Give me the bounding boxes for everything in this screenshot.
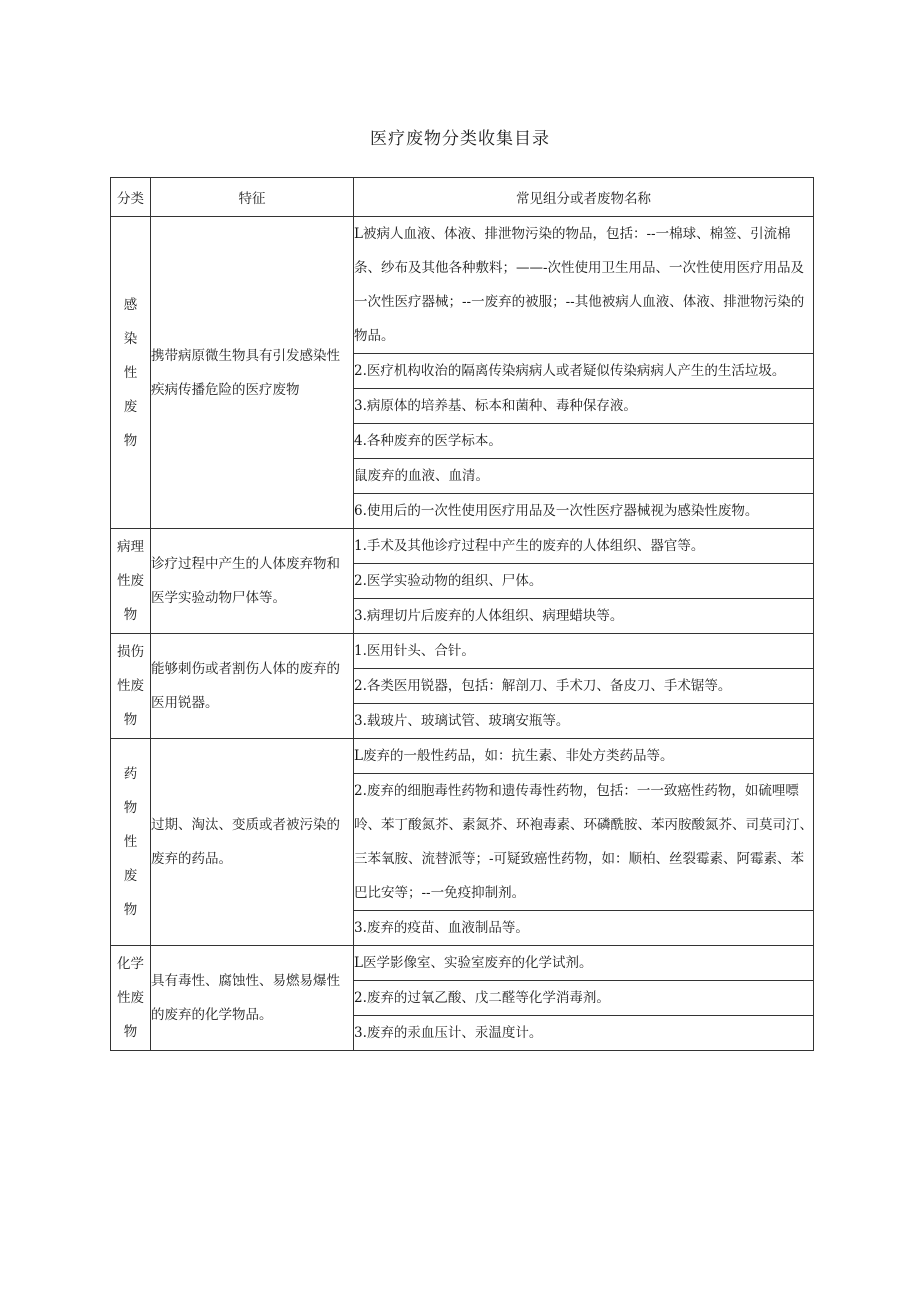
item-chemical-3: 3.废弃的汞血压计、汞温度计。 xyxy=(354,1016,814,1051)
item-pharmaceutical-2: 2.废弃的细胞毒性药物和遗传毒性药物，包括：一一致癌性药物，如硫哩嘌呤、苯丁酸氮芥、素氮芥、环袍毒素、环磷酰胺、苯丙胺酸氮芥、司莫司汀、三苯氧胺、流替派等；-可疑致癌性药物，如：顺柏、丝裂霉素、阿霉素、苯巴比安等；--一免疫抑制剂。 xyxy=(354,774,814,911)
item-sharps-3: 3.载玻片、玻璃试管、玻璃安瓶等。 xyxy=(354,704,814,739)
table-row xyxy=(111,634,814,669)
header-feature: 特征 xyxy=(151,178,354,217)
feature-chemical: 具有毒性、腐蚀性、易燃易爆性的废弃的化学物品。 xyxy=(151,946,354,1051)
item-pharmaceutical-3: 3.废弃的疫苗、血液制品等。 xyxy=(354,911,814,946)
item-infectious-4: 4.各种废弃的医学标本。 xyxy=(354,424,814,459)
table-row xyxy=(111,217,814,354)
item-pathological-3: 3.病理切片后废弃的人体组织、病理蜡块等。 xyxy=(354,599,814,634)
item-pathological-2: 2.医学实验动物的组织、尸体。 xyxy=(354,564,814,599)
header-components: 常见组分或者废物名称 xyxy=(354,178,814,217)
feature-pathological: 诊疗过程中产生的人体废弃物和医学实验动物尸体等。 xyxy=(151,529,354,634)
item-infectious-6: 6.使用后的一次性使用医疗用品及一次性医疗器械视为感染性废物。 xyxy=(354,494,814,529)
item-infectious-3: 3.病原体的培养基、标本和菌种、毒种保存液。 xyxy=(354,389,814,424)
item-sharps-2: 2.各类医用锐器，包括：解剖刀、手术刀、备皮刀、手术锯等。 xyxy=(354,669,814,704)
table-row xyxy=(111,739,814,774)
header-row xyxy=(111,178,814,217)
feature-infectious: 携带病原微生物具有引发感染性疾病传播危险的医疗废物 xyxy=(151,217,354,529)
document-title: 医疗废物分类收集目录 xyxy=(370,129,550,149)
table-row xyxy=(111,946,814,981)
table-row xyxy=(111,529,814,564)
category-label: 化学性废物 xyxy=(117,956,144,1040)
category-label: 损伤性废物 xyxy=(117,644,144,728)
feature-sharps: 能够刺伤或者割伤人体的废弃的医用锐器。 xyxy=(151,634,354,739)
category-label: 感染性废物 xyxy=(123,296,138,449)
item-sharps-1: 1.医用针头、合针。 xyxy=(354,634,814,669)
item-chemical-2: 2.废弃的过氧乙酸、戊二醛等化学消毒剂。 xyxy=(354,981,814,1016)
item-pharmaceutical-1: L废弃的一般性药品，如：抗生素、非处方类药品等。 xyxy=(354,739,814,774)
item-pathological-1: 1.手术及其他诊疗过程中产生的废弃的人体组织、器官等。 xyxy=(354,529,814,564)
category-sharps xyxy=(111,634,151,739)
category-infectious xyxy=(111,217,151,529)
header-category: 分类 xyxy=(111,178,151,217)
item-chemical-1: L医学影像室、实验室废弃的化学试剂。 xyxy=(354,946,814,981)
item-infectious-1: L被病人血液、体液、排泄物污染的物品，包括：--一棉球、棉签、引流棉条、纱布及其他各种敷料；——-次性使用卫生用品、一次性使用医疗用品及一次性医疗器械；--一废弃的被服；--其他被病人血液、体液、排泄物污染的物品。 xyxy=(354,217,814,354)
category-pathological xyxy=(111,529,151,634)
item-infectious-2: 2.医疗机构收治的隔离传染病病人或者疑似传染病病人产生的生活垃圾。 xyxy=(354,354,814,389)
item-infectious-5: 鼠废弃的血液、血清。 xyxy=(354,459,814,494)
category-pharmaceutical xyxy=(111,739,151,946)
waste-catalog-table xyxy=(110,177,814,1051)
category-chemical xyxy=(111,946,151,1051)
category-label: 药物性废物 xyxy=(123,766,138,918)
category-label: 病理性废物 xyxy=(117,539,144,623)
feature-pharmaceutical: 过期、淘汰、变质或者被污染的废弃的药品。 xyxy=(151,739,354,946)
